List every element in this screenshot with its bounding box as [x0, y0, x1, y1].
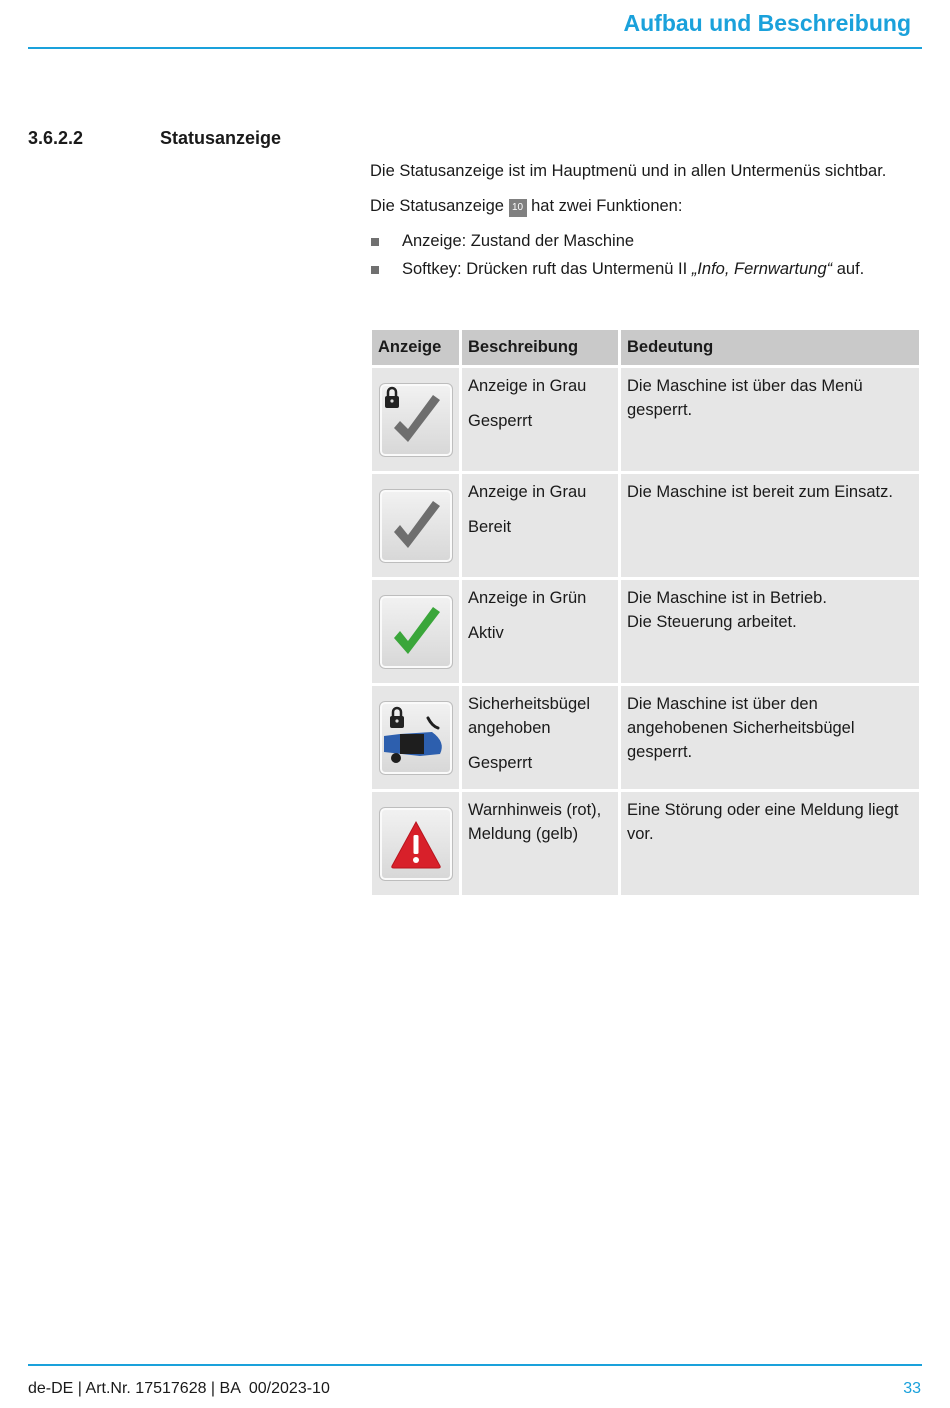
- description-cell: [462, 686, 618, 789]
- description-line-2: Aktiv: [468, 624, 504, 642]
- table-row: [372, 474, 919, 577]
- icon-cell: [372, 368, 459, 471]
- intro-paragraph-2-start: Die Statusanzeige: [370, 197, 504, 215]
- section-title: Statusanzeige: [160, 128, 282, 148]
- meaning-text: Die Maschine ist über das Menü gesperrt.: [627, 377, 863, 419]
- table-row: [372, 580, 919, 683]
- meaning-text: Eine Störung oder eine Meldung liegt vor.: [627, 801, 899, 843]
- bullet-square-icon: [371, 266, 379, 274]
- description-cell: [462, 580, 618, 683]
- meaning-text: Die Maschine ist bereit zum Einsatz.: [627, 483, 893, 501]
- intro-paragraph-2: [370, 197, 682, 217]
- icon-cell: [372, 580, 459, 683]
- warning-triangle-icon: [379, 807, 453, 881]
- description-line-1: Anzeige in Grün: [468, 589, 587, 607]
- meaning-cell: [621, 474, 919, 577]
- meaning-cell: [621, 368, 919, 471]
- table-row: [372, 686, 919, 789]
- icon-cell: [372, 686, 459, 789]
- table-header-row: [372, 330, 919, 365]
- locked-gray-check-icon: [379, 383, 453, 457]
- description-line-1: Warnhinweis (rot), Meldung (gelb): [468, 801, 602, 843]
- intro-paragraph-1: Die Statusanzeige ist im Hauptmenü und in allen Untermenüs sichtbar.: [370, 162, 887, 180]
- description-line-1: Anzeige in Grau: [468, 483, 587, 501]
- list-item-text: Anzeige: Zustand der Maschine: [402, 232, 635, 250]
- description-line-2: Bereit: [468, 518, 512, 536]
- header-title: Aufbau und Beschreibung: [623, 10, 911, 36]
- table-row: [372, 792, 919, 895]
- list-item: [370, 230, 864, 258]
- meaning-cell: [621, 792, 919, 895]
- icon-cell: [372, 474, 459, 577]
- column-header-meaning: Bedeutung: [621, 330, 919, 365]
- status-table: [369, 327, 922, 898]
- column-header-display: Anzeige: [372, 330, 459, 365]
- header-rule: [28, 47, 922, 49]
- footer-rule: [28, 1364, 922, 1366]
- section-number: 3.6.2.2: [28, 128, 84, 148]
- meaning-cell: [621, 580, 919, 683]
- list-item-text-end: auf.: [836, 260, 865, 278]
- position-number-badge: 10: [509, 199, 527, 217]
- icon-cell: [372, 792, 459, 895]
- description-cell: [462, 474, 618, 577]
- description-cell: [462, 792, 618, 895]
- list-item: [370, 258, 864, 286]
- page-number: 33: [903, 1380, 921, 1397]
- description-line-2: Gesperrt: [468, 754, 533, 772]
- gray-check-icon: [379, 489, 453, 563]
- meaning-text-2: Die Steuerung arbeitet.: [627, 613, 797, 631]
- description-cell: [462, 368, 618, 471]
- description-line-1: Sicherheitsbügel angehoben: [468, 695, 590, 737]
- list-item-text: Softkey: Drücken ruft das Untermenü II: [402, 260, 688, 278]
- column-header-description: Beschreibung: [462, 330, 618, 365]
- menu-reference: „Info, Fernwartung“: [691, 260, 833, 278]
- safety-bar-locked-icon: [379, 701, 453, 775]
- meaning-text: Die Maschine ist über den angehobenen Sicherheitsbügel gesperrt.: [627, 695, 855, 761]
- bullet-square-icon: [371, 238, 379, 246]
- function-list: [370, 230, 864, 286]
- description-line-2: Gesperrt: [468, 412, 533, 430]
- description-line-1: Anzeige in Grau: [468, 377, 587, 395]
- table-row: [372, 368, 919, 471]
- green-check-icon: [379, 595, 453, 669]
- footer-document-info: de-DE | Art.Nr. 17517628 | BA 00/2023-10: [28, 1380, 330, 1397]
- intro-paragraph-2-end: hat zwei Funktionen:: [531, 197, 683, 215]
- meaning-cell: [621, 686, 919, 789]
- meaning-text: Die Maschine ist in Betrieb.: [627, 589, 827, 607]
